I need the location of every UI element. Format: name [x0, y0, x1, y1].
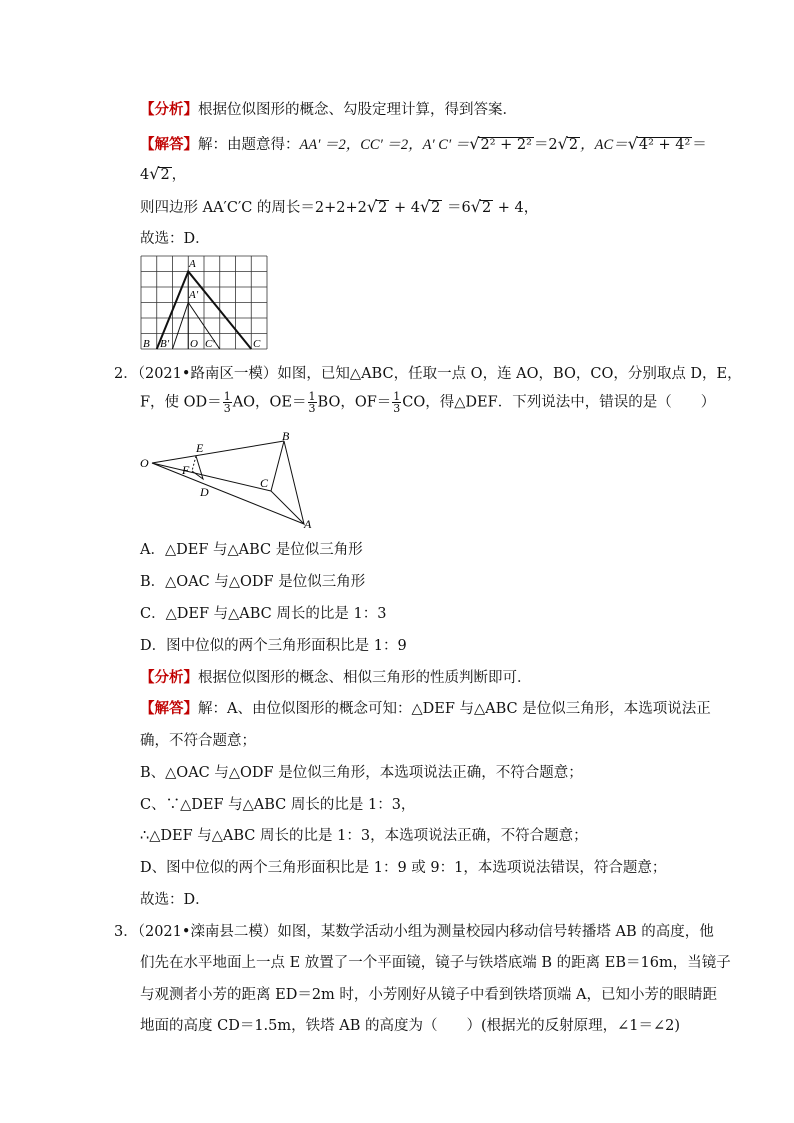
- analysis-text: 根据位似图形的概念、勾股定理计算，得到答案．: [198, 102, 517, 118]
- sqrt-body: 2: [568, 137, 579, 153]
- answer-text: 解：由题意得：: [198, 137, 300, 153]
- q3-line-1: 3．（2021•滦南县二模）如图，某数学活动小组为测量校园内移动信号转播塔 AB 的高度，他: [114, 924, 714, 940]
- frac-denominator: 3: [393, 402, 401, 415]
- q3-line-4: 地面的高度 CD＝1.5m，铁塔 AB 的高度为（ ）(根据光的反射原理，∠1＝∠2): [140, 1018, 681, 1034]
- answer-expr: ＝: [692, 137, 707, 153]
- frac-numerator: 1: [393, 390, 401, 403]
- grid-label-b-prime: B′: [160, 338, 170, 350]
- segment-oa: [152, 463, 304, 524]
- grid-figure: [140, 255, 270, 351]
- grid-label-o: O: [190, 338, 198, 350]
- q2-answer-line-3: B、△OAC 与△ODF 是位似三角形，本选项说法正确，不符合题意；: [140, 765, 583, 781]
- frac-denominator: 3: [223, 402, 231, 415]
- sqrt-sign: √: [469, 134, 480, 153]
- q3-line-2: 们先在水平地面上一点 E 放置了一个平面镜，镜子与铁塔底端 B 的距离 EB＝16m，当镜子: [140, 955, 731, 971]
- triangle-abc: [271, 441, 304, 524]
- answer-text: 解：A、由位似图形的概念可知：△DEF 与△ABC 是位似三角形，本选项说法正: [198, 701, 711, 717]
- fraction-one-third: [308, 391, 317, 414]
- fraction-one-third: [223, 391, 232, 414]
- grid-label-a: A: [189, 258, 196, 270]
- q2-stem-text: F，使 OD＝: [140, 394, 222, 411]
- perimeter-text: + 4，: [493, 200, 539, 216]
- sqrt-body: 2² + 2²: [480, 137, 532, 153]
- answer-expr: AA′ ＝2，CC′ ＝2，A′ C′ ＝: [299, 137, 470, 153]
- q2-answer-line-7: 故选：D．: [140, 892, 210, 908]
- q2-stem-text: BO，OF＝: [317, 394, 392, 411]
- label-d: D: [200, 485, 209, 499]
- perimeter-line: [140, 197, 538, 218]
- sqrt-body: 2: [431, 200, 441, 216]
- label-c: C: [260, 476, 269, 490]
- frac-numerator: 1: [223, 390, 231, 403]
- sqrt-sign: √: [149, 164, 160, 183]
- q2-answer-line-2: 确，不符合题意；: [140, 733, 256, 749]
- answer-expr: ，: [171, 167, 187, 183]
- analysis-tag: 【分析】: [140, 669, 198, 686]
- triangle-def: [192, 456, 203, 479]
- q2-analysis: [140, 668, 532, 688]
- q2-stem-line-2: [140, 391, 715, 414]
- q2-answer-line-6: D、图中位似的两个三角形面积比是 1：9 或 9：1，本选项说法错误，符合题意；: [140, 860, 667, 876]
- sqrt-sign: √: [366, 197, 378, 216]
- label-a: A: [304, 517, 312, 531]
- option-c: C．△DEF 与△ABC 周长的比是 1：3: [140, 606, 387, 622]
- answer-expr: ，AC＝: [580, 137, 628, 153]
- q3-line-3: 与观测者小芳的距离 ED＝2m 时，小芳刚好从镜子中看到铁塔顶端 A，已知小芳的眼睛距: [140, 987, 717, 1003]
- segment-ob: [152, 441, 284, 463]
- q2-stem-line-1: 2．（2021•路南区一模）如图，已知△ABC，任取一点 O，连 AO，BO，CO，分别取点 D，E，: [114, 366, 742, 382]
- q2-answer-line-1: [140, 699, 711, 719]
- sqrt-body: 2: [378, 200, 388, 216]
- label-f: F: [182, 463, 190, 477]
- grid-label-c: C: [253, 338, 261, 350]
- fraction-one-third: [392, 391, 401, 414]
- analysis-text: 根据位似图形的概念、相似三角形的性质判断即可．: [198, 670, 532, 686]
- sqrt-body: 2: [160, 167, 170, 183]
- sqrt-body: 2: [481, 200, 492, 216]
- sqrt-body: 4² + 4²: [638, 137, 691, 153]
- analysis-line-1: [140, 100, 517, 120]
- sqrt-sign: √: [627, 134, 638, 153]
- answer-line-2: [140, 164, 186, 185]
- grid-label-c-prime: C′: [205, 338, 215, 350]
- perimeter-text: 则四边形 AA′C′C 的周长＝2+2+2: [140, 200, 367, 216]
- answer-tag: 【解答】: [140, 136, 198, 153]
- sqrt-sign: √: [419, 197, 431, 216]
- homothety-figure: [138, 428, 328, 532]
- frac-denominator: 3: [308, 402, 316, 415]
- answer-expr: 4: [140, 167, 150, 183]
- grid-label-b: B: [143, 338, 150, 350]
- answer-expr: ＝2: [533, 137, 558, 153]
- option-b: B．△OAC 与△ODF 是位似三角形: [140, 574, 366, 590]
- choice-line: 故选：D．: [140, 231, 210, 247]
- q2-stem-text: CO，得△DEF．下列说法中，错误的是（ ）: [402, 394, 716, 411]
- segment-ef: [192, 456, 196, 471]
- label-b: B: [282, 429, 290, 443]
- grid-label-a-prime: A′: [189, 289, 199, 301]
- sqrt-sign: √: [557, 134, 568, 153]
- q2-answer-line-5: ∴△DEF 与△ABC 周长的比是 1：3，本选项说法正确，不符合题意；: [140, 828, 588, 844]
- grid-lines: [141, 256, 267, 349]
- frac-numerator: 1: [308, 390, 316, 403]
- option-d: D．图中位似的两个三角形面积比是 1：9: [140, 638, 407, 654]
- answer-tag: 【解答】: [140, 700, 198, 717]
- analysis-tag: 【分析】: [140, 101, 198, 118]
- perimeter-text: + 4: [389, 200, 420, 216]
- option-a: A．△DEF 与△ABC 是位似三角形: [140, 542, 363, 558]
- label-e: E: [196, 441, 204, 455]
- q2-answer-line-4: C、∵△DEF 与△ABC 周长的比是 1：3，: [140, 797, 416, 813]
- answer-line-1: [140, 134, 707, 155]
- perimeter-text: ＝6: [442, 200, 471, 216]
- q2-stem-text: AO，OE＝: [232, 394, 307, 411]
- sqrt-sign: √: [470, 197, 481, 216]
- label-o: O: [140, 456, 149, 470]
